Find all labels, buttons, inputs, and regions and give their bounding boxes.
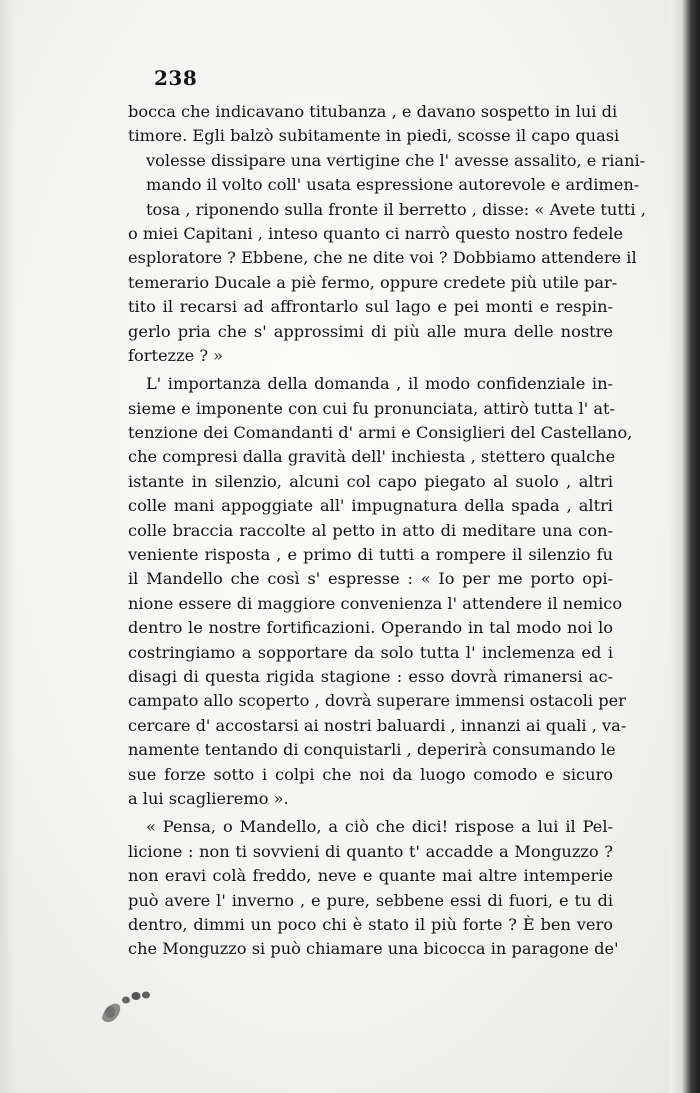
text-line: mando il volto coll' usata espressione autorevole e ardimen- bbox=[146, 175, 640, 195]
text-line: colle mani appoggiate all' impugnatura della spada , altri bbox=[128, 496, 613, 516]
text-line: tenzione dei Comandanti d' armi e Consiglieri del Castellano, bbox=[128, 423, 633, 443]
page-number: 238 bbox=[154, 66, 198, 90]
text-line: che Monguzzo si può chiamare una bicocca in paragone de' bbox=[128, 939, 619, 959]
text-line: può avere l' inverno , e pure, sebbene essi di fuori, e tu di bbox=[128, 890, 613, 910]
text-line: namente tentando di conquistarli , deperirà consumando le bbox=[128, 740, 616, 760]
text-line: cercare d' accostarsi ai nostri baluardi , innanzi ai quali , va- bbox=[128, 715, 627, 735]
text-line: dentro le nostre fortificazioni. Operando in tal modo noi lo bbox=[128, 618, 613, 638]
text-line: campato allo scoperto , dovrà superare immensi ostacoli per bbox=[128, 691, 626, 711]
text-line: temerario Ducale a piè fermo, oppure credete più utile par- bbox=[128, 272, 618, 292]
text-line: sieme e imponente con cui fu pronunciata, attirò tutta l' at- bbox=[128, 398, 615, 418]
text-line: dentro, dimmi un poco chi è stato il più forte ? È ben vero bbox=[128, 914, 613, 934]
text-line: « Pensa, o Mandello, a ciò che dici! rispose a lui il Pel- bbox=[146, 817, 613, 837]
text-line: colle braccia raccolte al petto in atto di meditare una con- bbox=[128, 520, 613, 540]
text-line: veniente risposta , e primo di tutti a rompere il silenzio fu bbox=[128, 545, 613, 565]
text-line: licione : non ti sovvieni di quanto t' accadde a Monguzzo ? bbox=[128, 841, 613, 861]
text-line: non eravi colà freddo, neve e quante mai altre intemperie bbox=[128, 866, 613, 886]
text-line: esploratore ? Ebbene, che ne dite voi ? Dobbiamo attendere il bbox=[128, 248, 637, 268]
text-line: disagi di questa rigida stagione : esso dovrà rimanersi ac- bbox=[128, 666, 613, 686]
text-line: bocca che indicavano titubanza , e davano sospetto in lui di bbox=[128, 102, 618, 121]
text-line: tosa , riponendo sulla fronte il berretto , disse: « Avete tutti , bbox=[146, 199, 646, 219]
text-line: sue forze sotto i colpi che noi da luogo comodo e sicuro bbox=[128, 764, 613, 784]
paragraph-3 bbox=[128, 815, 619, 961]
text-line: o miei Capitani , inteso quanto ci narrò questo nostro fedele bbox=[128, 223, 624, 243]
text-line: istante in silenzio, alcuni col capo piegato al suolo , altri bbox=[128, 471, 613, 491]
paragraph-2 bbox=[128, 372, 633, 811]
text-line: tito il recarsi ad affrontarlo sul lago e pei monti e respin- bbox=[128, 297, 613, 317]
text-line: a lui scaglieremo ». bbox=[128, 788, 289, 808]
ink-stain-icon bbox=[98, 988, 158, 1028]
text-line: il Mandello che così s' espresse : « Io per me porto opi- bbox=[128, 569, 613, 589]
text-line: fortezze ? » bbox=[128, 345, 224, 365]
text-line: nione essere di maggiore convenienza l' attendere il nemico bbox=[128, 593, 623, 613]
page-edge-shadow bbox=[670, 0, 700, 1093]
text-line: timore. Egli balzò subitamente in piedi, scosse il capo quasi bbox=[128, 126, 620, 146]
body-text bbox=[128, 100, 646, 962]
text-line: che compresi dalla gravità dell' inchiesta , stettero qualche bbox=[128, 447, 616, 467]
paragraph-1 bbox=[128, 100, 646, 368]
text-line: L' importanza della domanda , il modo confidenziale in- bbox=[146, 374, 613, 394]
text-line: costringiamo a sopportare da solo tutta l' inclemenza ed i bbox=[128, 642, 613, 662]
text-line: gerlo pria che s' approssimi di più alle mura delle nostre bbox=[128, 321, 613, 341]
text-line: volesse dissipare una vertigine che l' avesse assalito, e riani- bbox=[146, 150, 646, 170]
page-gutter-shadow bbox=[0, 0, 14, 1093]
